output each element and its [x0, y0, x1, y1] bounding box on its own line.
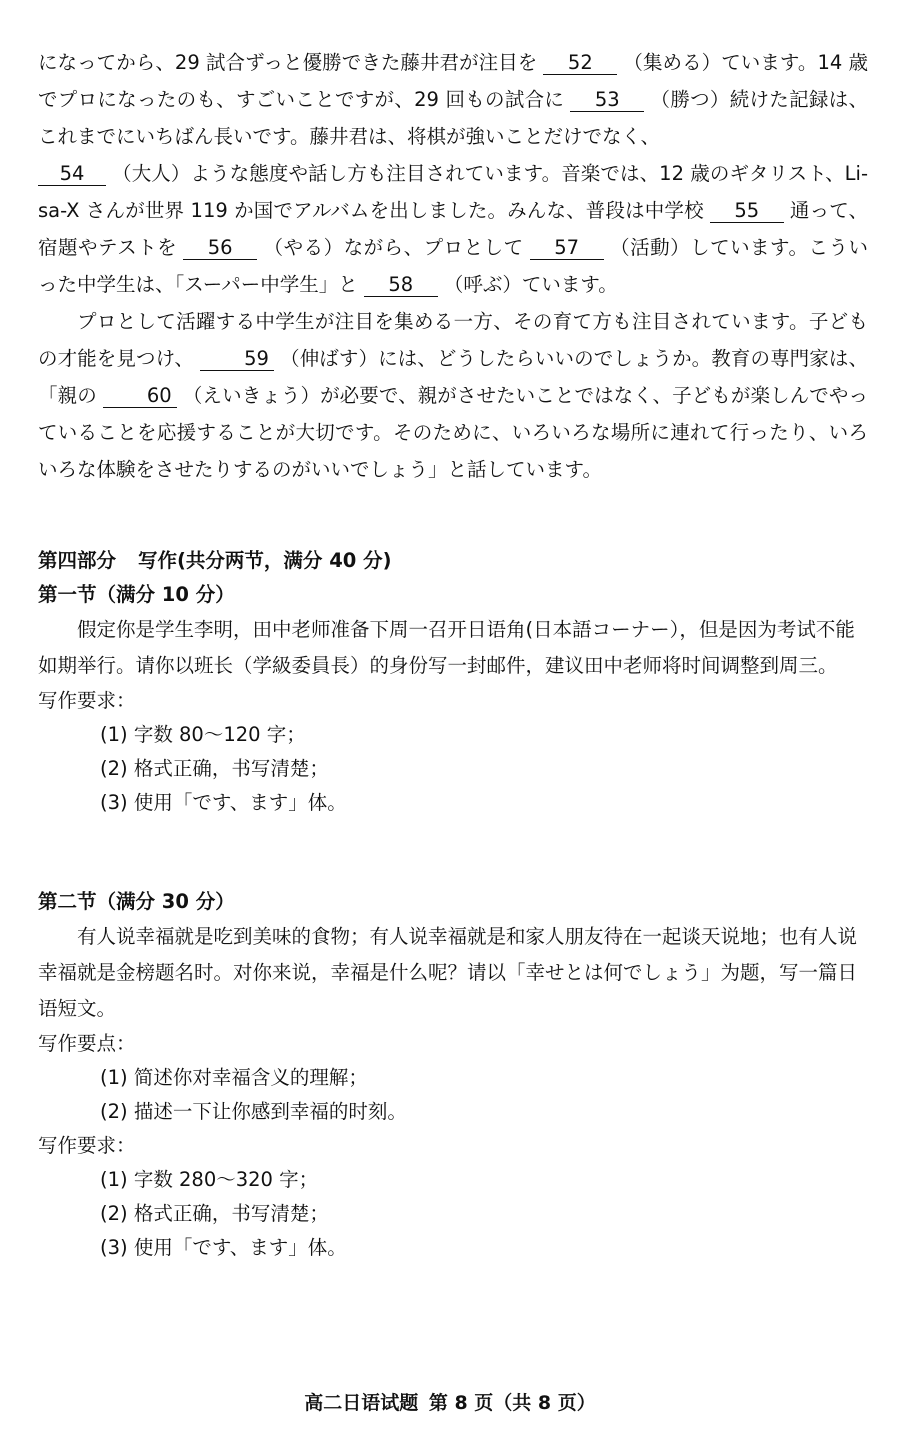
- passage-text: （勝つ）続けた記録は、これまでにいちばん長いです。藤井君は、将棋が強いことだけでなく、: [38, 88, 868, 148]
- section2-requirement: (1) 字数 280～320 字；: [100, 1168, 319, 1191]
- passage-text: （集める）ています。14 歳でプロになったのも、すごいことですが、29 回もの試合に: [38, 51, 869, 111]
- part4-writing: [38, 544, 873, 820]
- part4-title: 第四部分: [38, 549, 117, 572]
- blank-53: 53: [570, 89, 644, 112]
- passage-text: （大人）ような態度や話し方も注目されています。音楽では、12 歳のギタリスト、Li-sa-X さんが世界 119 か国でアルバムを出しました。みんな、普段は中学校: [38, 162, 868, 222]
- footer-subject: 高二日语试题: [304, 1392, 419, 1414]
- reading-passage: [38, 44, 868, 488]
- section1-requirement: (2) 格式正确，书写清楚；: [100, 757, 329, 780]
- passage-text: 通って、宿題やテストを: [38, 199, 868, 259]
- section2: [38, 885, 873, 1265]
- blank-57: 57: [530, 237, 604, 260]
- passage-text: （伸ばす）には、どうしたらいいのでしょうか。教育の専門家は、「親の: [38, 347, 868, 407]
- passage-text: （活動）しています。こういった中学生は、「スーパー中学生」と: [38, 236, 868, 296]
- page-footer: [0, 1388, 900, 1415]
- reading-paragraph-2: [38, 303, 868, 488]
- passage-text: プロとして活躍する中学生が注目を集める一方、その育て方も注目されています。子どもの才能を見つけ、: [38, 310, 868, 370]
- reading-paragraph-1: [38, 44, 868, 303]
- section2-requirement: (3) 使用「です、ます」体。: [100, 1236, 347, 1259]
- blank-60: 60: [103, 385, 177, 408]
- blank-56: 56: [183, 237, 257, 260]
- part4-subtitle: 写作(共分两节，满分 40 分): [138, 549, 392, 572]
- passage-text: （やる）ながら、プロとして: [263, 236, 524, 259]
- passage-text: （えいきょう）が必要で、親がさせたいことではなく、子どもが楽しんでやっていることを応援することが大切です。そのために、いろいろな場所に連れて行ったり、いろいろな体験をさせたりするのがいいでしょう」と話しています。: [38, 384, 868, 481]
- footer-page-number: 第 8 页（共 8 页）: [428, 1392, 596, 1414]
- section2-title: 第二节（满分 30 分）: [38, 890, 235, 913]
- section2-requirements-title: 写作要求：: [38, 1134, 136, 1157]
- section2-prompt: 有人说幸福就是吃到美味的食物；有人说幸福就是和家人朋友待在一起谈天说地；也有人说幸福就是金榜题名时。对你来说，幸福是什么呢？请以「幸せとは何でしょう」为题，写一篇日语短文。: [38, 925, 858, 1020]
- section2-points-title: 写作要点：: [38, 1032, 136, 1055]
- section1-prompt: 假定你是学生李明，田中老师准备下周一召开日语角(日本語コーナー），但是因为考试不能如期举行。请你以班长（学級委員長）的身份写一封邮件，建议田中老师将时间调整到周三。: [38, 618, 855, 677]
- blank-54: 54: [38, 163, 106, 186]
- section1-requirements-title: 写作要求：: [38, 689, 136, 712]
- section1-requirement: (3) 使用「です、ます」体。: [100, 791, 347, 814]
- section2-point: (1) 简述你对幸福含义的理解；: [100, 1066, 368, 1089]
- section1-requirement: (1) 字数 80～120 字；: [100, 723, 306, 746]
- passage-text: （呼ぶ）ています。: [443, 273, 618, 296]
- blank-52: 52: [543, 52, 617, 75]
- section2-requirement: (2) 格式正确，书写清楚；: [100, 1202, 329, 1225]
- blank-58: 58: [364, 274, 438, 297]
- section2-point: (2) 描述一下让你感到幸福的时刻。: [100, 1100, 407, 1123]
- passage-text: になってから、29 試合ずっと優勝できた藤井君が注目を: [38, 51, 538, 74]
- part4-heading: [38, 544, 873, 578]
- blank-59: 59: [200, 348, 274, 371]
- section1-title: 第一节（满分 10 分）: [38, 583, 235, 606]
- blank-55: 55: [710, 200, 784, 223]
